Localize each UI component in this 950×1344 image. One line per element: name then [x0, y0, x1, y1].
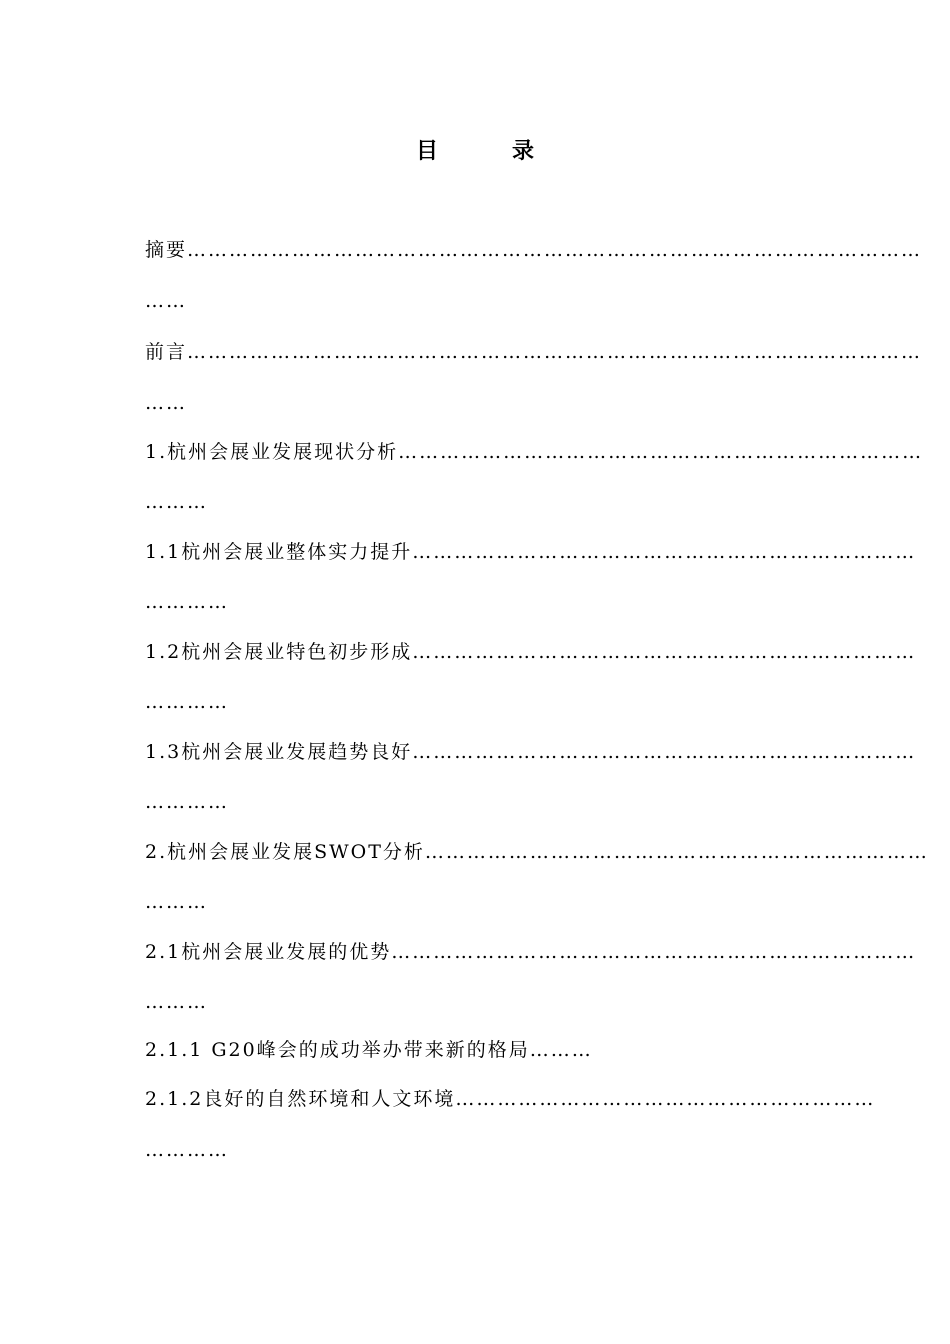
toc-entry-section-1-2: 1.2杭州会展业特色初步形成……………………………………………………………… — [145, 641, 917, 663]
toc-entry-abstract: 摘要…………………………………………………………………………………………… — [145, 239, 923, 261]
toc-entry-section-1-2-continued: ………… — [145, 691, 229, 713]
toc-entry-section-2-1-2-continued: ………… — [145, 1139, 229, 1161]
toc-entry-section-1-3-continued: ………… — [145, 791, 229, 813]
toc-entry-section-2-continued: ……… — [145, 891, 208, 913]
toc-entry-section-2-1-2: 2.1.2良好的自然环境和人文环境…………………………………………………… — [145, 1088, 876, 1110]
toc-entry-preface-continued: …… — [145, 392, 187, 414]
toc-entry-section-2-1-continued: ……… — [145, 991, 208, 1013]
toc-entry-section-2-1: 2.1杭州会展业发展的优势………………………………………………………………… — [145, 941, 917, 963]
toc-title: 目 录 — [415, 138, 560, 164]
toc-entry-abstract-continued: …… — [145, 290, 187, 312]
toc-entry-section-1-3: 1.3杭州会展业发展趋势良好……………………………………………………………… — [145, 741, 917, 763]
toc-entry-section-2: 2.杭州会展业发展SWOT分析……………………………………………………………… — [145, 841, 929, 863]
toc-entry-section-1-1-continued: ………… — [145, 591, 229, 613]
toc-entry-section-1-1: 1.1杭州会展业整体实力提升……………………………………………………………… — [145, 541, 917, 563]
toc-entry-section-1: 1.杭州会展业发展现状分析………………………………………………………………… — [145, 441, 924, 463]
toc-entry-preface: 前言…………………………………………………………………………………………… — [145, 341, 923, 363]
toc-entry-section-1-continued: ……… — [145, 491, 208, 513]
toc-entry-section-2-1-1: 2.1.1 G20峰会的成功举办带来新的格局……… — [145, 1039, 593, 1061]
